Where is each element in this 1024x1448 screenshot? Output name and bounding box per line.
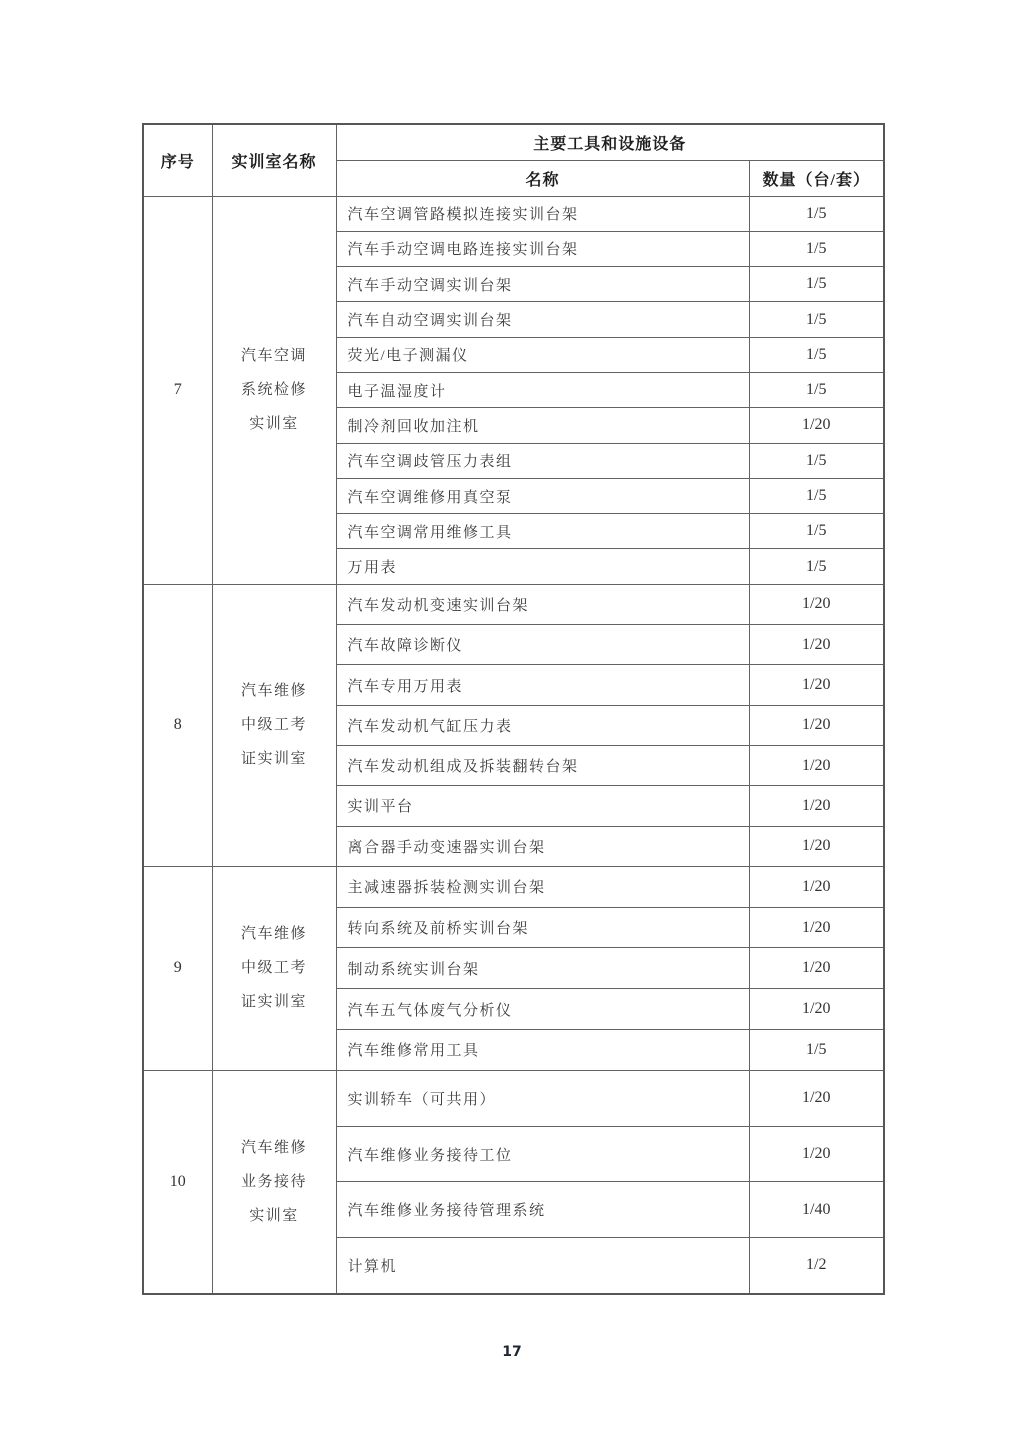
room-name-line: 汽车维修 (240, 926, 307, 943)
header-cell-index: 序号 (143, 124, 212, 196)
table-row (143, 196, 884, 231)
room-name-cell (212, 866, 336, 1070)
room-name-line: 汽车空调 (240, 348, 307, 365)
room-name-cell (212, 1070, 336, 1293)
header-cell-name: 名称 (336, 160, 749, 196)
equipment-qty-cell: 1/5 (749, 372, 884, 407)
equipment-qty-cell: 1/20 (749, 786, 884, 826)
equipment-name-cell: 计算机 (336, 1238, 749, 1294)
equipment-table-body (143, 196, 884, 1294)
room-name-cell (212, 584, 336, 866)
equipment-qty-cell: 1/5 (749, 337, 884, 372)
equipment-name-cell: 汽车自动空调实训台架 (336, 302, 749, 337)
equipment-name-cell: 汽车空调常用维修工具 (336, 514, 749, 549)
room-name-line: 汽车维修 (240, 1139, 307, 1156)
room-name-line: 系统检修 (240, 382, 307, 399)
equipment-qty-cell: 1/20 (749, 826, 884, 866)
equipment-name-cell: 汽车手动空调实训台架 (336, 267, 749, 302)
equipment-qty-cell: 1/20 (749, 665, 884, 705)
equipment-qty-cell: 1/5 (749, 514, 884, 549)
equipment-qty-cell: 1/20 (749, 866, 884, 907)
equipment-name-cell: 汽车维修业务接待管理系统 (336, 1182, 749, 1238)
table-row (143, 584, 884, 624)
equipment-qty-cell: 1/5 (749, 1030, 884, 1071)
table-row (143, 866, 884, 907)
equipment-qty-cell: 1/20 (749, 408, 884, 443)
equipment-name-cell: 汽车专用万用表 (336, 665, 749, 705)
table-row (143, 1070, 884, 1126)
equipment-name-cell: 汽车空调管路模拟连接实训台架 (336, 196, 749, 231)
equipment-name-cell: 荧光/电子测漏仪 (336, 337, 749, 372)
equipment-name-cell: 汽车故障诊断仪 (336, 625, 749, 665)
equipment-qty-cell: 1/5 (749, 443, 884, 478)
room-name-line: 业务接待 (240, 1173, 307, 1190)
equipment-qty-cell: 1/20 (749, 1070, 884, 1126)
header-row-1 (143, 124, 884, 160)
equipment-name-cell: 万用表 (336, 549, 749, 584)
equipment-name-cell: 汽车维修常用工具 (336, 1030, 749, 1071)
equipment-qty-cell: 1/20 (749, 745, 884, 785)
equipment-qty-cell: 1/5 (749, 231, 884, 266)
room-name-line: 汽车维修 (240, 683, 307, 700)
room-name-line: 证实训室 (240, 751, 307, 768)
section-index-cell: 9 (143, 866, 212, 1070)
equipment-name-cell: 汽车发动机组成及拆装翻转台架 (336, 745, 749, 785)
equipment-name-cell: 制动系统实训台架 (336, 948, 749, 989)
equipment-qty-cell: 1/40 (749, 1182, 884, 1238)
equipment-name-cell: 汽车维修业务接待工位 (336, 1126, 749, 1182)
equipment-qty-cell: 1/20 (749, 989, 884, 1030)
room-name-line: 证实训室 (240, 994, 307, 1011)
equipment-name-cell: 实训平台 (336, 786, 749, 826)
equipment-qty-cell: 1/5 (749, 549, 884, 584)
equipment-name-cell: 汽车发动机气缸压力表 (336, 705, 749, 745)
equipment-qty-cell: 1/2 (749, 1238, 884, 1294)
equipment-name-cell: 汽车空调维修用真空泵 (336, 478, 749, 513)
equipment-qty-cell: 1/20 (749, 584, 884, 624)
equipment-name-cell: 转向系统及前桥实训台架 (336, 907, 749, 948)
equipment-name-cell: 汽车手动空调电路连接实训台架 (336, 231, 749, 266)
equipment-qty-cell: 1/5 (749, 196, 884, 231)
equipment-qty-cell: 1/20 (749, 625, 884, 665)
section-index-cell: 8 (143, 584, 212, 866)
equipment-table-header (143, 124, 884, 196)
room-name-line: 实训室 (249, 1207, 299, 1224)
section-index-cell: 7 (143, 196, 212, 584)
equipment-qty-cell: 1/5 (749, 267, 884, 302)
equipment-name-cell: 汽车发动机变速实训台架 (336, 584, 749, 624)
header-cell-room: 实训室名称 (212, 124, 336, 196)
equipment-name-cell: 离合器手动变速器实训台架 (336, 826, 749, 866)
equipment-qty-cell: 1/20 (749, 948, 884, 989)
equipment-qty-cell: 1/20 (749, 1126, 884, 1182)
equipment-name-cell: 汽车空调歧管压力表组 (336, 443, 749, 478)
room-name-line: 实训室 (249, 416, 299, 433)
header-cell-group: 主要工具和设施设备 (336, 124, 884, 160)
equipment-name-cell: 汽车五气体废气分析仪 (336, 989, 749, 1030)
equipment-name-cell: 实训轿车（可共用） (336, 1070, 749, 1126)
room-name-line: 中级工考 (240, 717, 307, 734)
equipment-name-cell: 制冷剂回收加注机 (336, 408, 749, 443)
room-name-cell (212, 196, 336, 584)
header-cell-qty: 数量（台/套） (749, 160, 884, 196)
equipment-name-cell: 主减速器拆装检测实训台架 (336, 866, 749, 907)
equipment-qty-cell: 1/20 (749, 907, 884, 948)
equipment-qty-cell: 1/5 (749, 478, 884, 513)
room-name-line: 中级工考 (240, 960, 307, 977)
equipment-qty-cell: 1/20 (749, 705, 884, 745)
equipment-qty-cell: 1/5 (749, 302, 884, 337)
section-index-cell: 10 (143, 1070, 212, 1293)
equipment-table (142, 123, 885, 1295)
page-number: 17 (502, 1344, 522, 1360)
equipment-name-cell: 电子温湿度计 (336, 372, 749, 407)
